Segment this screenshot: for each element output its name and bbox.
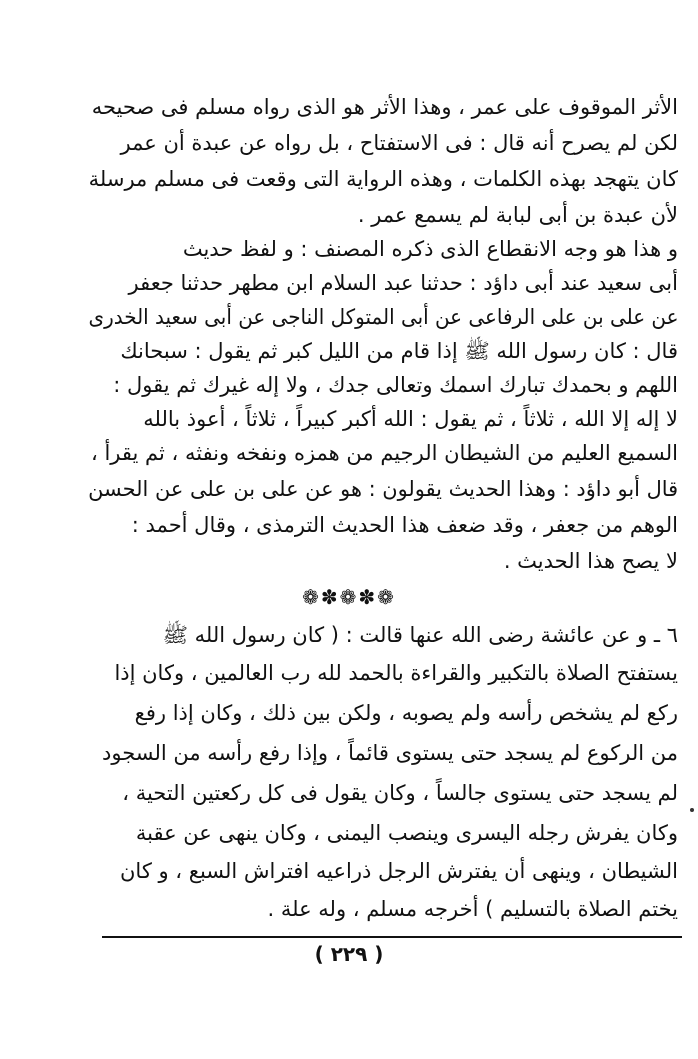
page-number: ( ٢٢٩ ) [314, 942, 384, 966]
text-line: لأن عبدة بن أبى لبابة لم يسمع عمر . [357, 203, 678, 227]
text-line: الوهم من جعفر ، وقد ضعف هذا الحديث الترمذى ، وقال أحمد : [131, 513, 678, 537]
margin-dot [690, 808, 694, 812]
text-line: و هذا هو وجه الانقطاع الذى ذكره المصنف : و لفظ حديث [182, 237, 678, 261]
text-line: الشيطان ، وينهى أن يفترش الرجل ذراعيه افتراش السبع ، و كان [120, 859, 678, 883]
text-line: الأثر الموقوف على عمر ، وهذا الأثر هو الذى رواه مسلم فى صحيحه [91, 95, 678, 119]
text-line: عن على بن على الرفاعى عن أبى المتوكل الناجى عن أبى سعيد الخدرى [88, 305, 678, 329]
text-line: لا يصح هذا الحديث . [503, 549, 678, 573]
footer-rule [102, 936, 682, 938]
text-line: أبى سعيد عند أبى داؤد : حدثنا عبد السلام ابن مطهر حدثنا جعفر [128, 271, 678, 295]
text-line: يختم الصلاة بالتسليم ) أخرجه مسلم ، وله علة . [267, 897, 678, 921]
ornament-divider: ❁✽❁✽❁ [302, 585, 396, 609]
text-line: السميع العليم من الشيطان الرجيم من همزه ونفخه ونفثه ، ثم يقرأ ، [91, 441, 678, 465]
text-line: وكان يفرش رجله اليسرى وينصب اليمنى ، وكان ينهى عن عقبة [135, 821, 678, 845]
text-line: كان يتهجد بهذه الكلمات ، وهذه الرواية التى وقعت فى مسلم مرسلة [88, 167, 678, 191]
text-line: لا إله إلا الله ، ثلاثاً ، ثم يقول : الله أكبر كبيراً ، ثلاثاً ، أعوذ بالله [143, 407, 678, 431]
text-line: قال أبو داؤد : وهذا الحديث يقولون : هو عن على بن على عن الحسن [88, 477, 678, 501]
text-line: يستفتح الصلاة بالتكبير والقراءة بالحمد لله رب العالمين ، وكان إذا [114, 661, 678, 685]
text-line: لم يسجد حتى يستوى جالساً ، وكان يقول فى كل ركعتين التحية ، [122, 781, 678, 805]
text-line: قال : كان رسول الله ﷺ إذا قام من الليل كبر ثم يقول : سبحانك [120, 339, 678, 363]
text-line: ٦ ـ و عن عائشة رضى الله عنها قالت : ( كان رسول الله ﷺ [162, 623, 678, 647]
text-line: ركع لم يشخص رأسه ولم يصوبه ، ولكن بين ذلك ، وكان إذا رفع [134, 701, 678, 725]
text-line: من الركوع لم يسجد حتى يستوى قائماً ، وإذا رفع رأسه من السجود [102, 741, 678, 765]
text-line: اللهم و بحمدك تبارك اسمك وتعالى جدك ، ولا إله غيرك ثم يقول : [113, 373, 678, 397]
text-line: لكن لم يصرح أنه قال : فى الاستفتاح ، بل رواه عن عبدة أن عمر [120, 131, 678, 155]
